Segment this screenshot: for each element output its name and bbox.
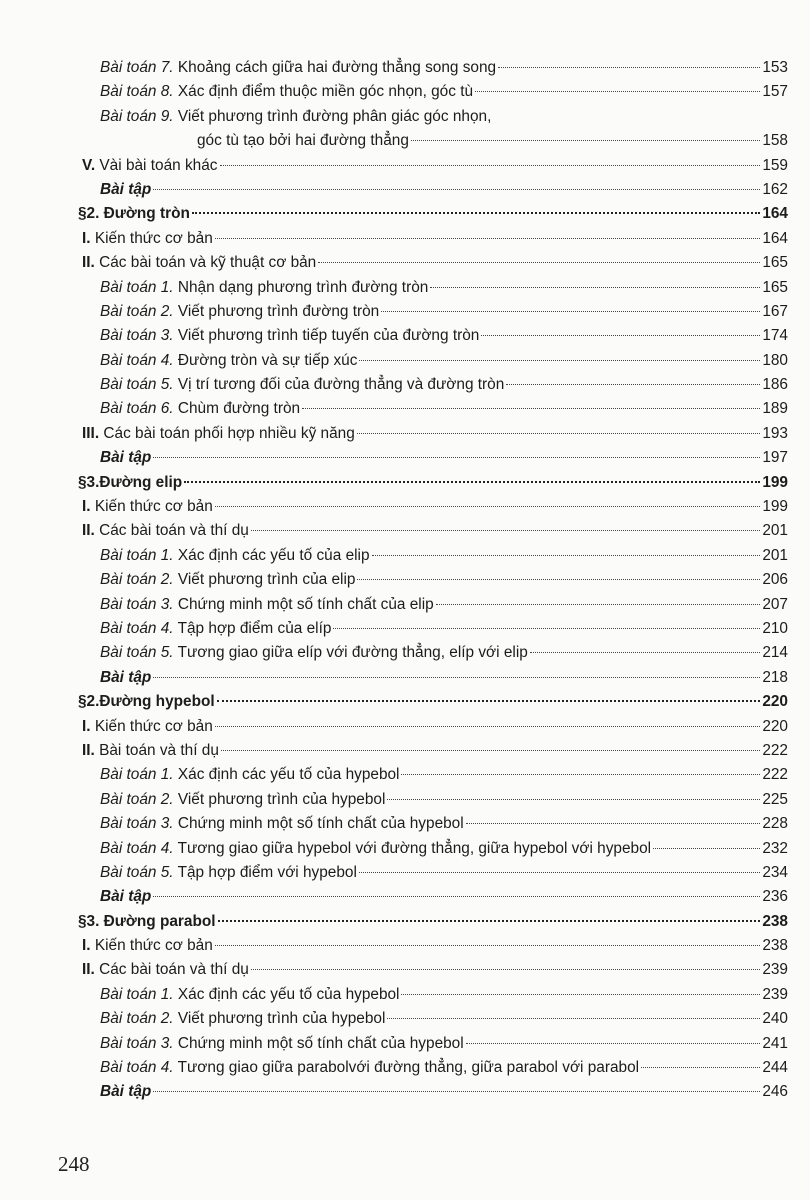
- dot-leader: [430, 287, 760, 288]
- entry-page-number: 189: [762, 400, 788, 418]
- entry-title: Chùm đường tròn: [177, 400, 301, 418]
- entry-title: Viết phương trình của hypebol: [177, 1010, 386, 1028]
- entry-title: Vị trí tương đối của đường thẳng và đường tròn: [177, 376, 505, 394]
- entry-lead: [100, 300, 379, 324]
- dot-leader: [401, 774, 760, 775]
- problem-label: Bài toán 6.: [100, 400, 174, 418]
- dot-leader: [401, 994, 760, 995]
- problem-label: Bài toán 2.: [100, 790, 174, 808]
- entry-page-number: 238: [762, 937, 788, 955]
- toc-problem-row: [78, 300, 788, 324]
- entry-page-number: 167: [762, 302, 788, 320]
- entry-title: Vài bài toán khác: [99, 156, 218, 174]
- toc-section-row: [78, 519, 788, 543]
- entry-lead: [100, 1080, 151, 1104]
- dot-leader: [184, 481, 760, 483]
- entry-title: Các bài toán và thí dụ: [99, 522, 249, 540]
- entry-title: Tập hợp điểm của elíp: [177, 619, 332, 637]
- toc-chapter-row: [78, 202, 788, 226]
- dot-leader: [411, 140, 760, 141]
- entry-lead: [82, 958, 249, 982]
- entry-lead: [197, 129, 409, 153]
- problem-label: Bài toán 1.: [100, 546, 174, 564]
- dot-leader: [251, 969, 760, 970]
- entry-lead: [100, 885, 151, 909]
- toc-problem-row: [78, 641, 788, 665]
- entry-page-number: 246: [762, 1083, 788, 1101]
- entry-lead: [100, 544, 370, 568]
- problem-label: Bài toán 5.: [100, 376, 174, 394]
- toc-section-row: [78, 495, 788, 519]
- dot-leader: [215, 726, 761, 727]
- toc-problem-row: [78, 1032, 788, 1056]
- dot-leader: [153, 677, 760, 678]
- entry-lead: [100, 788, 385, 812]
- problem-label: Bài toán 3.: [100, 327, 174, 345]
- entry-page-number: 201: [762, 522, 788, 540]
- entry-lead: [100, 568, 355, 592]
- dot-leader: [215, 238, 761, 239]
- entry-lead: [100, 349, 357, 373]
- entry-page-number: 222: [762, 766, 788, 784]
- entry-lead: [100, 1032, 464, 1056]
- entry-title: Các bài toán và kỹ thuật cơ bản: [99, 254, 317, 272]
- problem-label: Bài toán 3.: [100, 1034, 174, 1052]
- entry-title: Tập hợp điểm với hypebol: [177, 863, 357, 881]
- entry-page-number: 236: [762, 888, 788, 906]
- toc-exercise-row: [78, 666, 788, 690]
- toc-section-row: [78, 934, 788, 958]
- toc-problem-row: [78, 788, 788, 812]
- entry-page-number: 199: [762, 473, 788, 491]
- toc-exercise-row: [78, 178, 788, 202]
- dot-leader: [359, 360, 760, 361]
- dot-leader: [506, 384, 760, 385]
- dot-leader: [466, 823, 761, 824]
- dot-leader: [318, 262, 760, 263]
- problem-label: Bài toán 3.: [100, 815, 174, 833]
- entry-title: Nhận dạng phương trình đường tròn: [177, 278, 429, 296]
- entry-page-number: 174: [762, 327, 788, 345]
- dot-leader: [387, 799, 760, 800]
- entry-lead: [100, 1056, 639, 1080]
- entry-page-number: 197: [762, 449, 788, 467]
- entry-lead: [100, 641, 528, 665]
- dot-leader: [466, 1043, 761, 1044]
- entry-lead: [82, 519, 249, 543]
- entry-page-number: 157: [762, 83, 788, 101]
- section-number: II.: [82, 254, 95, 272]
- entry-page-number: 158: [762, 132, 788, 150]
- entry-title: Xác định các yếu tố của hypebol: [177, 766, 400, 784]
- dot-leader: [153, 189, 760, 190]
- entry-lead: [100, 276, 428, 300]
- dot-leader: [215, 506, 761, 507]
- entry-page-number: 164: [762, 229, 788, 247]
- entry-lead: [82, 934, 213, 958]
- toc-problem-row: [78, 373, 788, 397]
- problem-label: Bài toán 4.: [100, 619, 174, 637]
- toc-problem-row: [78, 837, 788, 861]
- entry-page-number: 207: [762, 595, 788, 613]
- entry-page-number: 164: [762, 205, 788, 223]
- toc-problem-row: [78, 983, 788, 1007]
- dot-leader: [217, 700, 761, 702]
- entry-lead: [82, 227, 213, 251]
- entry-page-number: 220: [762, 693, 788, 711]
- dot-leader: [221, 750, 760, 751]
- dot-leader: [357, 579, 760, 580]
- entry-title: Bài tập: [100, 449, 152, 467]
- entry-title: Kiến thức cơ bản: [94, 229, 213, 247]
- problem-label: Bài toán 8.: [100, 83, 174, 101]
- toc-problem-row: [78, 617, 788, 641]
- toc-section-row: [78, 154, 788, 178]
- entry-page-number: 165: [762, 254, 788, 272]
- entry-title: Các bài toán và thí dụ: [99, 961, 249, 979]
- toc-chapter-row: [78, 471, 788, 495]
- section-number: V.: [82, 156, 96, 174]
- toc-chapter-row: [78, 690, 788, 714]
- entry-title: Bài tập: [100, 668, 152, 686]
- dot-leader: [481, 335, 760, 336]
- entry-title: Viết phương trình đường phân giác góc nhọn,: [177, 107, 492, 125]
- dot-leader: [653, 848, 760, 849]
- toc-problem-row: [78, 80, 788, 104]
- entry-title: Chứng minh một số tính chất của hypebol: [177, 815, 464, 833]
- toc-section-row: [78, 227, 788, 251]
- entry-page-number: 241: [762, 1034, 788, 1052]
- entry-title: Tương giao giữa elíp với đường thẳng, elíp với elip: [177, 644, 528, 662]
- toc-problem-row: [78, 861, 788, 885]
- entry-lead: [100, 178, 151, 202]
- entry-lead: [100, 593, 434, 617]
- entry-title: Bài tập: [100, 180, 152, 198]
- dot-leader: [359, 872, 760, 873]
- table-of-contents: [78, 56, 788, 1105]
- entry-lead: [100, 983, 399, 1007]
- chapter-title: §3.Đường elip: [78, 473, 183, 491]
- entry-page-number: 239: [762, 985, 788, 1003]
- section-number: I.: [82, 229, 91, 247]
- toc-exercise-row: [78, 1080, 788, 1104]
- entry-title: góc tù tạo bởi hai đường thẳng: [197, 132, 409, 150]
- entry-page-number: 214: [762, 644, 788, 662]
- entry-page-number: 193: [762, 424, 788, 442]
- dot-leader: [215, 945, 761, 946]
- entry-title: Kiến thức cơ bản: [94, 717, 213, 735]
- entry-title: Chứng minh một số tính chất của hypebol: [177, 1034, 464, 1052]
- section-number: I.: [82, 498, 91, 516]
- section-number: I.: [82, 937, 91, 955]
- entry-lead: [100, 837, 651, 861]
- section-number: II.: [82, 961, 95, 979]
- entry-lead: [100, 446, 151, 470]
- entry-page-number: 186: [762, 376, 788, 394]
- entry-lead: [82, 422, 355, 446]
- entry-page-number: 199: [762, 498, 788, 516]
- entry-lead: [100, 324, 479, 348]
- entry-title: Bài tập: [100, 888, 152, 906]
- entry-lead: [100, 1007, 385, 1031]
- toc-problem-row: [78, 812, 788, 836]
- entry-page-number: 159: [762, 156, 788, 174]
- entry-title: Chứng minh một số tính chất của elip: [177, 595, 434, 613]
- chapter-title: §2. Đường tròn: [78, 205, 190, 223]
- entry-page-number: 239: [762, 961, 788, 979]
- entry-lead: [100, 763, 399, 787]
- problem-label: Bài toán 9.: [100, 107, 174, 125]
- entry-title: Viết phương trình của elip: [177, 571, 356, 589]
- entry-page-number: 225: [762, 790, 788, 808]
- problem-label: Bài toán 5.: [100, 863, 174, 881]
- dot-leader: [357, 433, 761, 434]
- dot-leader: [220, 165, 761, 166]
- toc-problem-row: [78, 397, 788, 421]
- dot-leader: [387, 1018, 760, 1019]
- problem-label: Bài toán 2.: [100, 1010, 174, 1028]
- entry-title: Xác định các yếu tố của elip: [177, 546, 370, 564]
- entry-page-number: 165: [762, 278, 788, 296]
- entry-page-number: 162: [762, 180, 788, 198]
- entry-lead: [82, 715, 213, 739]
- chapter-title: §2.Đường hypebol: [78, 693, 215, 711]
- entry-title: Xác định các yếu tố của hypebol: [177, 985, 400, 1003]
- problem-label: Bài toán 1.: [100, 766, 174, 784]
- dot-leader: [372, 555, 761, 556]
- dot-leader: [251, 530, 760, 531]
- problem-label: Bài toán 4.: [100, 1059, 174, 1077]
- dot-leader: [302, 408, 760, 409]
- toc-problem-row: [78, 1007, 788, 1031]
- entry-page-number: 228: [762, 815, 788, 833]
- entry-page-number: 222: [762, 741, 788, 759]
- dot-leader: [530, 652, 761, 653]
- section-number: II.: [82, 522, 95, 540]
- entry-lead: [100, 397, 300, 421]
- entry-title: Viết phương trình đường tròn: [177, 302, 380, 320]
- toc-problem-row: [78, 129, 788, 153]
- chapter-title: §3. Đường parabol: [78, 912, 216, 930]
- entry-lead: [100, 373, 504, 397]
- entry-lead: [78, 202, 190, 226]
- entry-page-number: 210: [762, 619, 788, 637]
- problem-label: Bài toán 2.: [100, 302, 174, 320]
- page-number: 248: [58, 1152, 90, 1176]
- toc-section-row: [78, 958, 788, 982]
- dot-leader: [153, 1091, 760, 1092]
- entry-title: Kiến thức cơ bản: [94, 937, 213, 955]
- toc-exercise-row: [78, 446, 788, 470]
- entry-page-number: 244: [762, 1059, 788, 1077]
- entry-title: Đường tròn và sự tiếp xúc: [177, 351, 358, 369]
- entry-title: Bài tập: [100, 1083, 152, 1101]
- entry-lead: [82, 739, 219, 763]
- section-number: I.: [82, 717, 91, 735]
- entry-page-number: 206: [762, 571, 788, 589]
- problem-label: Bài toán 5.: [100, 644, 174, 662]
- entry-page-number: 218: [762, 668, 788, 686]
- entry-title: Tương giao giữa hypebol với đường thẳng, giữa hypebol với hypebol: [177, 839, 652, 857]
- toc-problem-row: [78, 324, 788, 348]
- entry-page-number: 240: [762, 1010, 788, 1028]
- toc-problem-row: [78, 544, 788, 568]
- entry-page-number: 201: [762, 546, 788, 564]
- entry-title: Kiến thức cơ bản: [94, 498, 213, 516]
- entry-lead: [100, 617, 331, 641]
- problem-label: Bài toán 7.: [100, 59, 174, 76]
- entry-title: Các bài toán phối hợp nhiều kỹ năng: [103, 424, 355, 442]
- entry-title: Khoảng cách giữa hai đường thẳng song song: [177, 59, 497, 76]
- entry-title: Bài toán và thí dụ: [99, 741, 219, 759]
- dot-leader: [153, 457, 760, 458]
- section-number: II.: [82, 741, 95, 759]
- dot-leader: [436, 604, 761, 605]
- dot-leader: [333, 628, 760, 629]
- dot-leader: [641, 1067, 760, 1068]
- problem-label: Bài toán 4.: [100, 839, 174, 857]
- toc-section-row: [78, 251, 788, 275]
- entry-lead: [100, 861, 357, 885]
- entry-lead: [100, 56, 496, 80]
- problem-label: Bài toán 1.: [100, 278, 174, 296]
- entry-page-number: 220: [762, 717, 788, 735]
- toc-problem-row: [78, 568, 788, 592]
- entry-page-number: 180: [762, 351, 788, 369]
- entry-lead: [78, 690, 215, 714]
- toc-section-row: [78, 422, 788, 446]
- dot-leader: [498, 67, 760, 68]
- toc-section-row: [78, 739, 788, 763]
- entry-page-number: 232: [762, 839, 788, 857]
- entry-page-number: 238: [762, 912, 788, 930]
- toc-problem-row: [78, 593, 788, 617]
- dot-leader: [192, 212, 760, 214]
- toc-section-row: [78, 715, 788, 739]
- entry-title: Xác định điểm thuộc miền góc nhọn, góc tù: [177, 83, 474, 101]
- entry-lead: [78, 471, 182, 495]
- toc-exercise-row: [78, 885, 788, 909]
- entry-lead: [100, 80, 473, 104]
- entry-lead: [100, 812, 464, 836]
- entry-lead: [82, 251, 316, 275]
- dot-leader: [381, 311, 760, 312]
- dot-leader: [475, 91, 760, 92]
- toc-problem-row: [78, 276, 788, 300]
- section-number: III.: [82, 424, 100, 442]
- entry-page-number: 234: [762, 863, 788, 881]
- toc-problem-row: [78, 349, 788, 373]
- toc-problem-row: [78, 56, 788, 80]
- toc-chapter-row: [78, 910, 788, 934]
- entry-title: Viết phương trình của hypebol: [177, 790, 386, 808]
- entry-lead: [82, 154, 218, 178]
- entry-lead: [82, 495, 213, 519]
- problem-label: Bài toán 4.: [100, 351, 174, 369]
- entry-title: Tương giao giữa parabolvới đường thẳng, giữa parabol với parabol: [177, 1059, 640, 1077]
- problem-label: Bài toán 2.: [100, 571, 174, 589]
- entry-lead: [78, 910, 216, 934]
- dot-leader: [153, 896, 760, 897]
- toc-problem-row: [78, 105, 788, 129]
- entry-lead: [100, 105, 491, 129]
- toc-problem-row: [78, 1056, 788, 1080]
- problem-label: Bài toán 3.: [100, 595, 174, 613]
- dot-leader: [218, 920, 761, 922]
- problem-label: Bài toán 1.: [100, 985, 174, 1003]
- entry-title: Viết phương trình tiếp tuyến của đường tròn: [177, 327, 480, 345]
- entry-lead: [100, 666, 151, 690]
- entry-page-number: 153: [762, 59, 788, 76]
- toc-problem-row: [78, 763, 788, 787]
